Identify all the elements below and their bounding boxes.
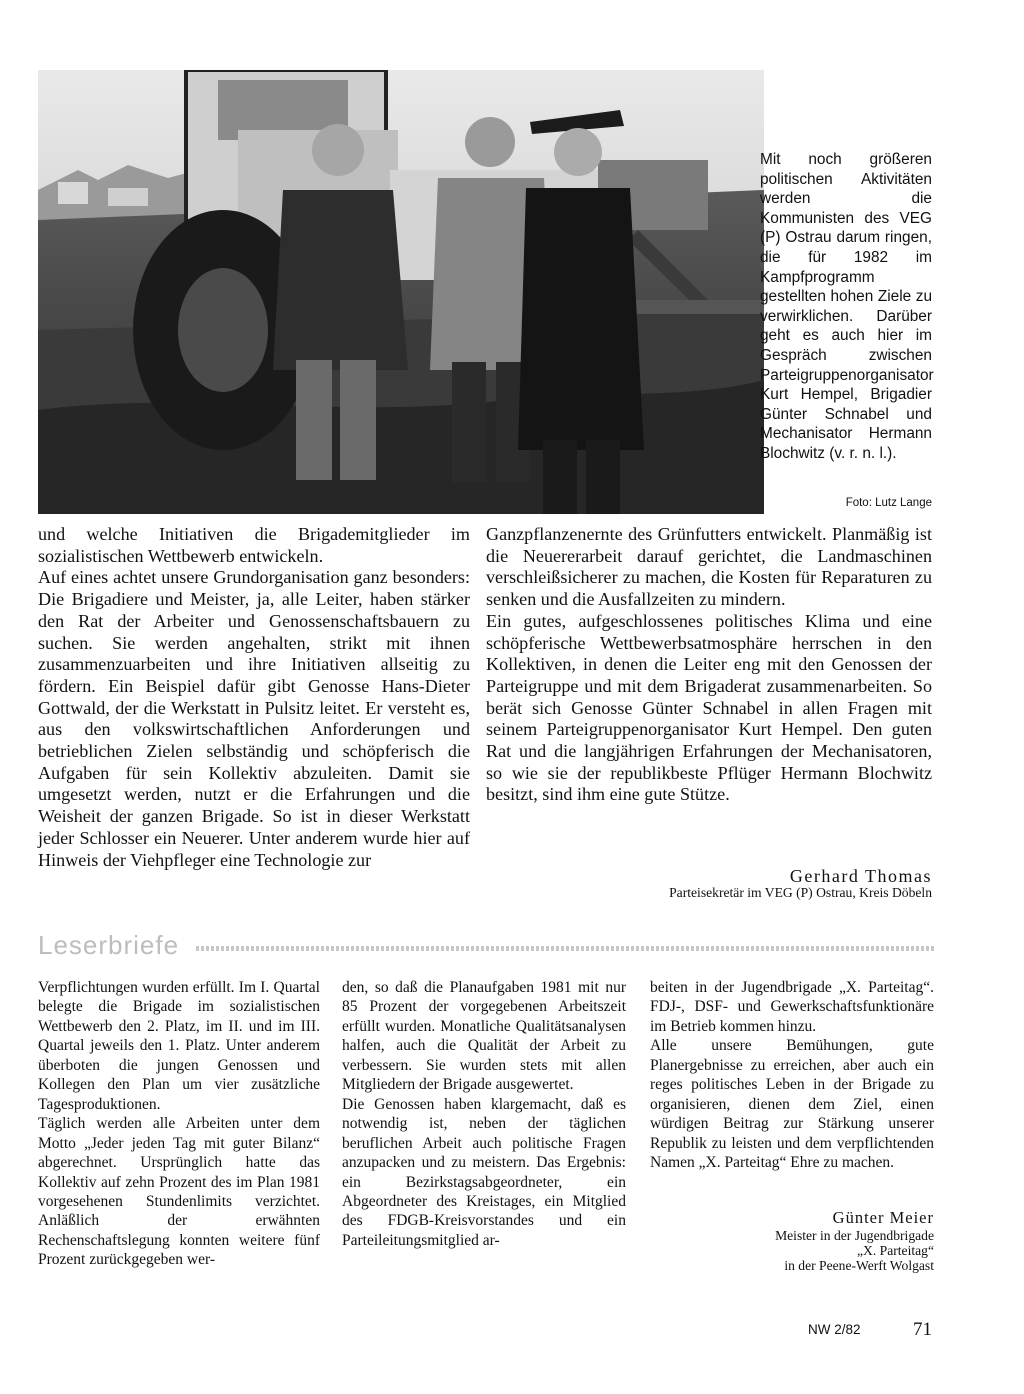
article-paragraph: Ein gutes, aufgeschlossenes politisches Klima und eine schöpferische Wettbewerbsatmosphäre herrschen in den Kollektiven, in denen die Leiter eng mit den Genossen der Parteigruppe und mit dem Brigaderat zusammenarbeiten. So berät sich Genosse Günter Schnabel in allen Fragen mit seinem Parteigruppenorganisator Kurt Hempel. Den guten Rat und die langjährigen Erfahrungen der Mechanisatoren, so wie sie der republikbeste Pflüger Hermann Blochwitz besitzt, sind ihm eine gute Stütze. <box>486 610 932 805</box>
article-paragraph: und welche Initiativen die Brigademitglieder im sozialistischen Wettbewerb entwickeln. <box>38 524 470 566</box>
issue-label: NW 2/82 <box>808 1322 861 1337</box>
page-number: 71 <box>913 1319 932 1340</box>
photo-caption <box>760 150 932 464</box>
letter-paragraph: Alle unsere Bemühungen, gute Planergebnisse zu erreichen, aber auch ein reges politisches Leben in der Brigade zu organisieren, dienen dem Ziel, einen würdigen Beitrag zur Stärkung unserer Republik zu leisten und dem verpflichtenden Namen „X. Parteitag“ Ehre zu machen. <box>650 1037 934 1172</box>
article-paragraph: Auf eines achtet unsere Grundorganisation ganz besonders: Die Brigadiere und Meister, ja, alle Leiter, haben stärker den Rat der Arbeiter und Genossenschaftsbauern zu suchen. Sie werden angehalten, strikt mit ihnen zusammenzuarbeiten und ihre Initiativen allseitig zu fördern. Ein Beispiel dafür gibt Genosse Hans-Dieter Gottwald, der die Werkstatt in Pulsitz leitet. Er versteht es, aus den volkswirtschaftlichen Anforderungen und betrieblichen Zielen selbständig und schöpferisch die Aufgaben für sein Kollektiv abzuleiten. Damit sie umgesetzt werden, nutzt er die Erfahrungen und die Weisheit der ganzen Brigade. So ist in dieser Werkstatt jeder Schlosser ein Neuerer. Unter anderem wurde hier auf Hinweis der Viehpfleger eine Technologie zur <box>38 567 470 870</box>
letter-author-role-line: „X. Parteitag“ <box>857 1243 934 1258</box>
letter-author-role-line: in der Peene-Werft Wolgast <box>784 1258 934 1273</box>
letter-author: Günter Meier <box>832 1208 934 1227</box>
photo-credit: Foto: Lutz Lange <box>845 497 932 509</box>
letter-paragraph: Die Genossen haben klargemacht, daß es notwendig ist, neben der täglichen beruflichen Arbeit auch politische Fragen anzupacken und zu meistern. Das Ergebnis: ein Bezirkstagsabgeordneter, ein Abgeordneter des Kreistages, ein Mitglied des FDGB-Kreisvorstandes und ein Parteileitungsmitglied ar- <box>342 1095 626 1249</box>
article-author-role: Parteisekretär im VEG (P) Ostrau, Kreis Döbeln <box>669 885 932 900</box>
letter-paragraph: Verpflichtungen wurden erfüllt. Im I. Quartal belegte die Brigade im sozialistischen Wettbewerb den 2. Platz, im II. und im III. Quartal jeweils den 1. Platz. Unter anderem überboten die jungen Genossen und Kollegen den Plan um vier zusätzliche Tagesproduktionen. <box>38 979 320 1113</box>
letter-paragraph: den, so daß die Planaufgaben 1981 mit nur 85 Prozent der vorgegebenen Arbeitszeit erfüllt wurden. Monatliche Qualitätsanalysen halfen, auch die Qualität der Arbeit zu verbessern. Sie wurden stets mit allen Mitgliedern der Brigade ausgewertet. <box>342 979 626 1094</box>
article-column-1 <box>38 524 470 871</box>
photo-image <box>38 70 764 514</box>
letter-column-3 <box>650 978 934 1173</box>
letter-column-1 <box>38 978 320 1270</box>
article-paragraph: Ganzpflanzenernte des Grünfutters entwickelt. Planmäßig ist die Neuererarbeit darauf gerichtet, die Landmaschinen verschleißsicherer zu machen, die Kosten für Reparaturen zu senken und die Ausfallzeiten zu mindern. <box>486 524 932 610</box>
article-author: Gerhard Thomas <box>789 866 932 886</box>
section-divider <box>196 946 934 951</box>
letter-paragraph: beiten in der Jugendbrigade „X. Parteitag“. FDJ-, DSF- und Gewerkschaftsfunktionäre im Betrieb kommen hinzu. <box>650 979 934 1035</box>
caption-text: Mit noch größeren politischen Aktivitäten werden die Kommunisten des VEG (P) Ostrau darum ringen, die für 1982 im Kampfprogramm gestellten hohen Ziele zu verwirklichen. Darüber geht es auch hier im Gespräch zwischen Parteigruppenorganisator Kurt Hempel, Brigadier Günter Schnabel und Mechanisator Hermann Blochwitz (v. r. n. l.). <box>760 151 934 462</box>
letter-author-role <box>650 1228 934 1273</box>
letter-column-2 <box>342 978 626 1250</box>
letter-author-role-line: Meister in der Jugendbrigade <box>775 1228 934 1243</box>
letter-paragraph: Täglich werden alle Arbeiten unter dem Motto „Jeder jeden Tag mit guter Bilanz“ abgerechnet. Ursprünglich hatte das Kollektiv auf zehn Prozent des im Plan 1981 vorgesehenen Stundenlimits verzichtet. Anläßlich der erwähnten Rechenschaftslegung konnten weitere fünf Prozent zurückgegeben wer- <box>38 1115 320 1269</box>
article-column-2 <box>486 524 932 806</box>
article-photo <box>38 70 764 514</box>
section-heading: Leserbriefe <box>38 930 180 960</box>
